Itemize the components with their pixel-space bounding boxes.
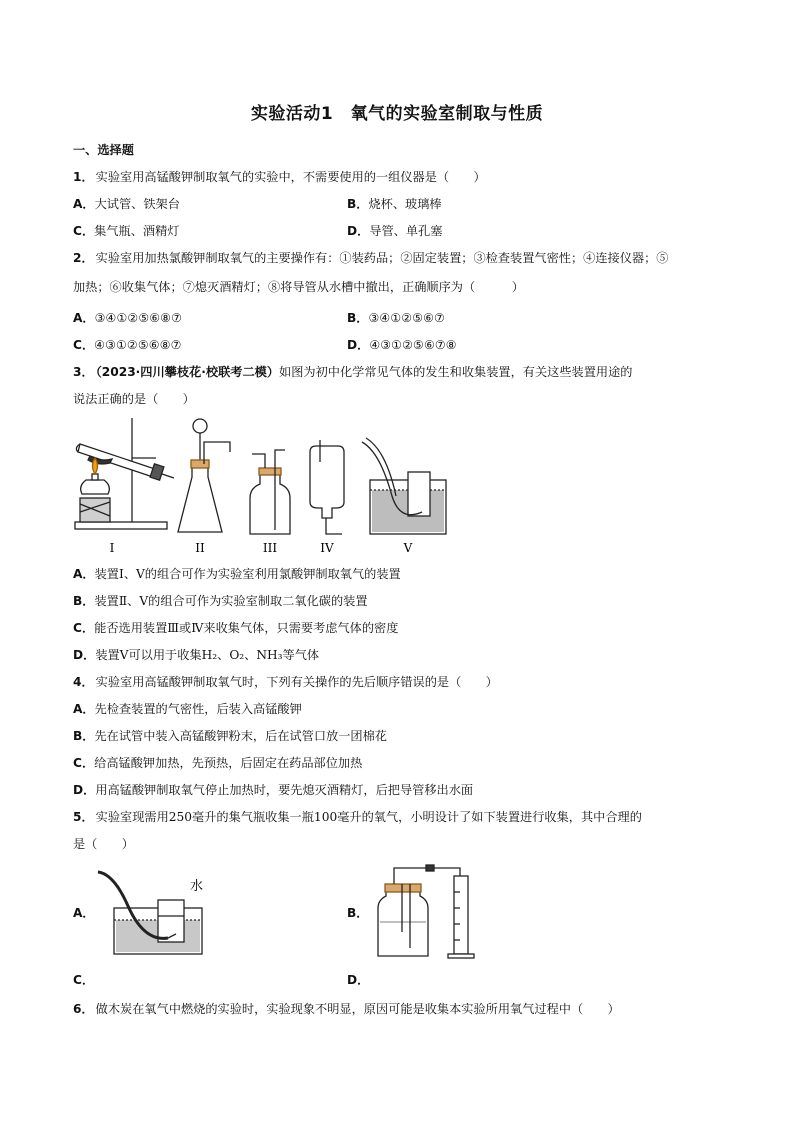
figure-label-ii: II xyxy=(195,541,205,555)
q5-option-b: B． xyxy=(347,906,369,920)
q2-option-b: B．③④①②⑤⑥⑦ xyxy=(347,311,445,325)
question-3 xyxy=(73,364,632,380)
question-number: 1． xyxy=(73,170,94,184)
q3-option-d: D．装置Ⅴ可以用于收集H₂、O₂、NH₃等气体 xyxy=(73,648,320,662)
section-heading: 一、选择题 xyxy=(73,143,134,157)
figure-label-iv: IV xyxy=(320,541,334,555)
page-title: 实验活动1 氧气的实验室制取与性质 xyxy=(250,104,544,124)
q5-figure-a xyxy=(94,866,214,958)
question-6 xyxy=(73,1001,620,1017)
figure-label-v: V xyxy=(403,541,413,555)
question-text: 如图为初中化学常见气体的发生和收集装置，有关这些装置用途的 xyxy=(279,365,633,379)
q3-option-a: A．装置Ⅰ、Ⅴ的组合可作为实验室利用氯酸钾制取氧气的装置 xyxy=(73,567,401,581)
question-4 xyxy=(73,674,498,690)
figure-label-i: I xyxy=(109,541,115,555)
question-5 xyxy=(73,809,642,825)
question-1 xyxy=(73,169,486,185)
water-label: 水 xyxy=(190,879,204,894)
q5-option-d: D． xyxy=(347,973,370,987)
q4-option-a: A．先检查装置的气密性，后装入高锰酸钾 xyxy=(73,702,302,716)
gas-apparatus-figure xyxy=(70,412,470,560)
figure-label-iii: III xyxy=(262,541,278,555)
question-2-cont: 加热；⑥收集气体；⑦熄灭酒精灯；⑧将导管从水槽中撤出，正确顺序为（ ） xyxy=(73,280,524,294)
q4-option-b: B．先在试管中装入高锰酸钾粉末，后在试管口放一团棉花 xyxy=(73,729,387,743)
question-text: 实验室用高锰酸钾制取氧气的实验中，不需要使用的一组仪器是（ ） xyxy=(95,170,486,184)
apparatus-ii-conical-flask xyxy=(178,419,230,532)
question-number: 4． xyxy=(73,675,94,689)
question-number: 2． xyxy=(73,251,94,265)
q3-option-c: C．能否选用装置Ⅲ或Ⅳ来收集气体，只需要考虑气体的密度 xyxy=(73,621,399,635)
question-source: （2023·四川攀枝花·校联考二模） xyxy=(95,365,280,379)
question-3-cont: 说法正确的是（ ） xyxy=(73,392,195,406)
apparatus-iii-gas-bottle xyxy=(250,450,290,534)
q5-figure-b xyxy=(368,862,508,960)
question-text: 实验室用加热氯酸钾制取氧气的主要操作有：①装药品；②固定装置；③检查装置气密性；④连接仪器；⑤ xyxy=(95,251,669,265)
question-text: 做木炭在氧气中燃烧的实验时，实验现象不明显，原因可能是收集本实验所用氧气过程中（ ） xyxy=(95,1002,620,1016)
question-number: 6． xyxy=(73,1002,94,1016)
q3-option-b: B．装置Ⅱ、Ⅴ的组合可作为实验室制取二氧化碳的装置 xyxy=(73,594,368,608)
apparatus-v-water-trough xyxy=(362,438,446,534)
question-2 xyxy=(73,250,668,266)
q5-option-c: C． xyxy=(73,973,95,987)
apparatus-i-heating-setup xyxy=(75,418,174,529)
question-text: 实验室现需用250毫升的集气瓶收集一瓶100毫升的氧气，小明设计了如下装置进行收集，其中合理的 xyxy=(95,810,642,824)
q4-option-d: D．用高锰酸钾制取氧气停止加热时，要先熄灭酒精灯，后把导管移出水面 xyxy=(73,783,474,797)
q1-option-c: C．集气瓶、酒精灯 xyxy=(73,224,180,238)
q5-option-a: A． xyxy=(73,906,95,920)
q1-option-b: B．烧杯、玻璃棒 xyxy=(347,197,442,211)
q2-option-c: C．④③①②⑤⑥⑧⑦ xyxy=(73,338,182,352)
q2-option-a: A．③④①②⑤⑥⑧⑦ xyxy=(73,311,183,325)
question-number: 3． xyxy=(73,365,94,379)
question-text: 实验室用高锰酸钾制取氧气时，下列有关操作的先后顺序错误的是（ ） xyxy=(95,675,498,689)
question-5-cont: 是（ ） xyxy=(73,837,134,851)
q1-option-d: D．导管、单孔塞 xyxy=(347,224,443,238)
q1-option-a: A．大试管、铁架台 xyxy=(73,197,180,211)
q2-option-d: D．④③①②⑤⑥⑦⑧ xyxy=(347,338,457,352)
q4-option-c: C．给高锰酸钾加热，先预热，后固定在药品部位加热 xyxy=(73,756,363,770)
apparatus-iv-inverted-bottle xyxy=(310,440,344,534)
question-number: 5． xyxy=(73,810,94,824)
